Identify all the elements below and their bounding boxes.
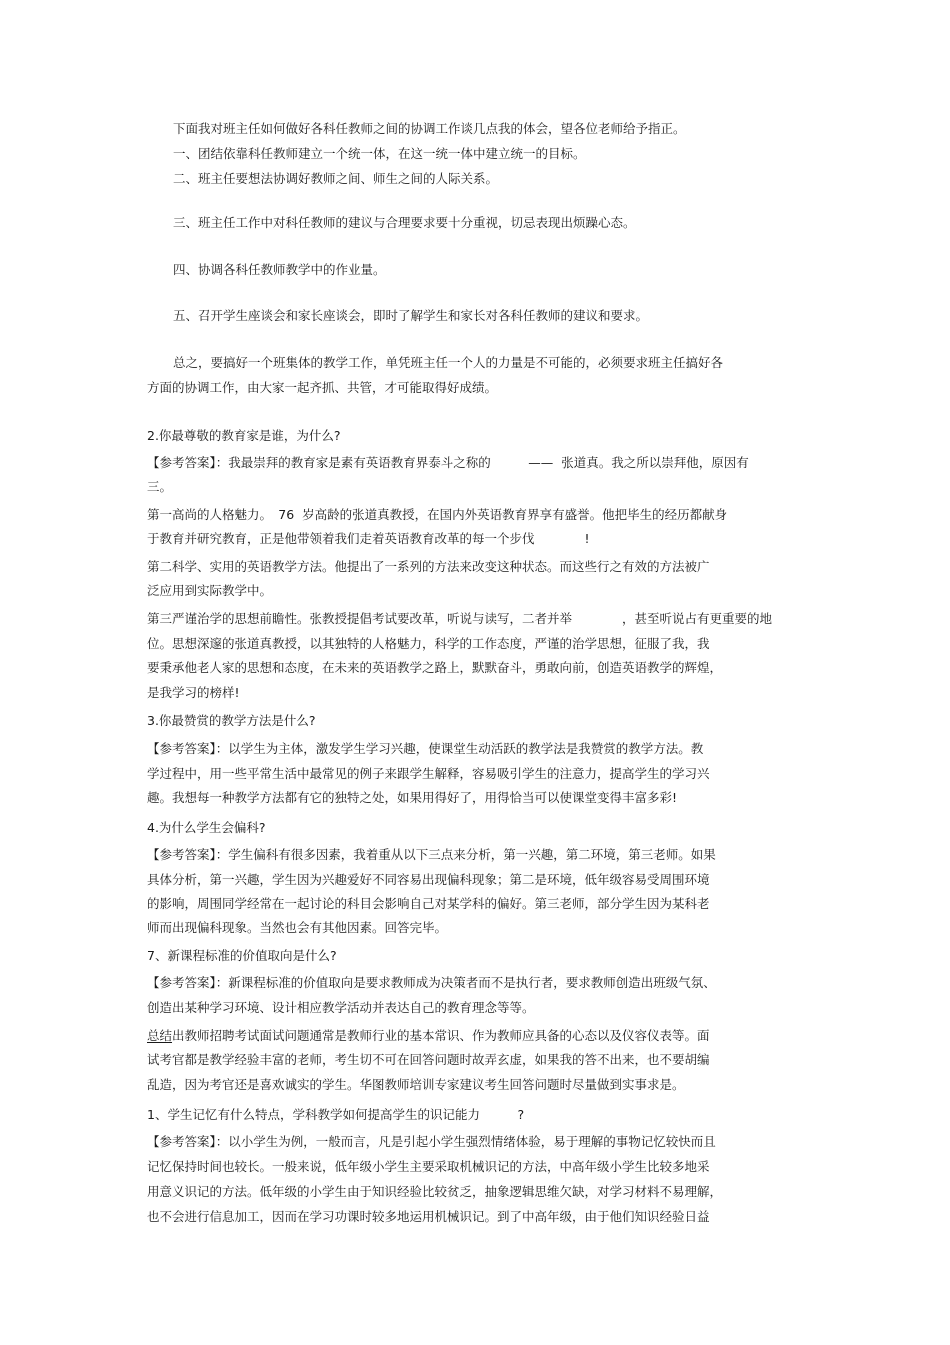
summary-line: 试考官都是教学经验丰富的老师，考生切不可在回答问题时故弄玄虚，如果我的答不出来，也不要胡编 xyxy=(147,1052,710,1067)
question-2: 2.你最尊敬的教育家是谁，为什么? xyxy=(147,428,341,443)
answer-1-line: 【参考答案】：以小学生为例，一般而言，凡是引起小学生强烈情绪体验，易于理解的事物记忆较快而且 xyxy=(147,1134,716,1149)
point-three: 三、班主任工作中对科任教师的建议与合理要求要十分重视，切忌表现出烦躁心态。 xyxy=(173,215,636,230)
point-four: 四、协调各科任教师教学中的作业量。 xyxy=(173,262,386,277)
answer-2-line: 【参考答案】：我最崇拜的教育家是素有英语教育界泰斗之称的 —— 张道真。我之所以崇拜他，原因有 xyxy=(147,455,749,470)
summary-line: 乱造，因为考官还是喜欢诚实的学生。华图教师培训专家建议考生回答问题时尽量做到实事求是。 xyxy=(147,1077,685,1092)
summary-line-1-rest: 出教师招聘考试面试问题通常是教师行业的基本常识、作为教师应具备的心态以及仪容仪表等。面 xyxy=(172,1028,710,1043)
point-two: 二、班主任要想法协调好教师之间、师生之间的人际关系。 xyxy=(173,171,499,186)
answer-2-line: 泛应用到实际教学中。 xyxy=(147,583,273,598)
answer-2-line: 第三严谨治学的思想前瞻性。张教授提倡考试要改革，听说与读写，二者并举 ，甚至听说占有更重要的地 xyxy=(147,611,773,626)
answer-1-line: 记忆保持时间也较长。一般来说，低年级小学生主要采取机械识记的方法，中高年级小学生比较多地采 xyxy=(147,1159,710,1174)
answer-4-line: 师而出现偏科现象。当然也会有其他因素。回答完毕。 xyxy=(147,920,448,935)
answer-4-line: 【参考答案】：学生偏科有很多因素，我着重从以下三点来分析，第一兴趣，第二环境，第三老师。如果 xyxy=(147,847,716,862)
answer-3-line: 【参考答案】：以学生为主体，激发学生学习兴趣，使课堂生动活跃的教学法是我赞赏的教学方法。教 xyxy=(147,741,704,756)
intro-line: 下面我对班主任如何做好各科任教师之间的协调工作谈几点我的体会，望各位老师给予指正。 xyxy=(173,121,686,136)
answer-7-line: 【参考答案】：新课程标准的价值取向是要求教师成为决策者而不是执行者，要求教师创造出班级气氛、 xyxy=(147,975,716,990)
question-1: 1、学生记忆有什么特点，学科教学如何提高学生的识记能力 ? xyxy=(147,1107,525,1122)
answer-4-line: 的影响，周围同学经常在一起讨论的科目会影响自己对某学科的偏好。第三老师，部分学生因为某科老 xyxy=(147,896,710,911)
point-one: 一、团结依靠科任教师建立一个统一体，在这一统一体中建立统一的目标。 xyxy=(173,146,586,161)
answer-1-line: 用意义识记的方法。低年级的小学生由于知识经验比较贫乏，抽象逻辑思维欠缺，对学习材料不易理解， xyxy=(147,1184,723,1199)
answer-2-line: 第一高尚的人格魅力。 76 岁高龄的张道真教授，在国内外英语教育界享有盛誉。他把毕生的经历都献身 xyxy=(147,507,728,522)
answer-3-line: 趣。我想每一种教学方法都有它的独特之处，如果用得好了，用得恰当可以使课堂变得丰富多彩! xyxy=(147,790,678,805)
answer-2-line: 位。思想深邃的张道真教授，以其独特的人格魅力，科学的工作态度，严谨的治学思想，征服了我，我 xyxy=(147,636,710,651)
answer-4-line: 具体分析，第一兴趣，学生因为兴趣爱好不同容易出现偏科现象；第二是环境，低年级容易受周围环境 xyxy=(147,872,710,887)
point-five: 五、召开学生座谈会和家长座谈会，即时了解学生和家长对各科任教师的建议和要求。 xyxy=(173,308,649,323)
summary-underlined-word: 总结 xyxy=(147,1028,173,1043)
conclusion-line-1: 总之，要搞好一个班集体的教学工作，单凭班主任一个人的力量是不可能的，必须要求班主任搞好各 xyxy=(173,355,724,370)
conclusion-line-2: 方面的协调工作，由大家一起齐抓、共管，才可能取得好成绩。 xyxy=(147,380,498,395)
answer-2-line: 于教育并研究教育，正是他带领着我们走着英语教育改革的每一个步伐 ! xyxy=(147,531,590,546)
question-3: 3.你最赞赏的教学方法是什么? xyxy=(147,713,316,728)
answer-7-line: 创造出某种学习环境、设计相应教学活动并表达自己的教育理念等等。 xyxy=(147,1000,535,1015)
summary-line-1 xyxy=(147,1028,710,1044)
answer-2-line: 三。 xyxy=(147,479,173,494)
question-4: 4.为什么学生会偏科? xyxy=(147,820,266,835)
question-7: 7、新课程标准的价值取向是什么? xyxy=(147,948,337,963)
answer-2-line: 要秉承他老人家的思想和态度，在未来的英语教学之路上，默默奋斗，勇敢向前，创造英语教学的辉煌， xyxy=(147,660,723,675)
answer-3-line: 学过程中，用一些平常生活中最常见的例子来跟学生解释，容易吸引学生的注意力，提高学生的学习兴 xyxy=(147,766,710,781)
answer-1-line: 也不会进行信息加工，因而在学习功课时较多地运用机械识记。到了中高年级，由于他们知识经验日益 xyxy=(147,1209,710,1224)
answer-2-line: 是我学习的榜样! xyxy=(147,685,240,700)
answer-2-line: 第二科学、实用的英语教学方法。他提出了一系列的方法来改变这种状态。而这些行之有效的方法被广 xyxy=(147,559,710,574)
